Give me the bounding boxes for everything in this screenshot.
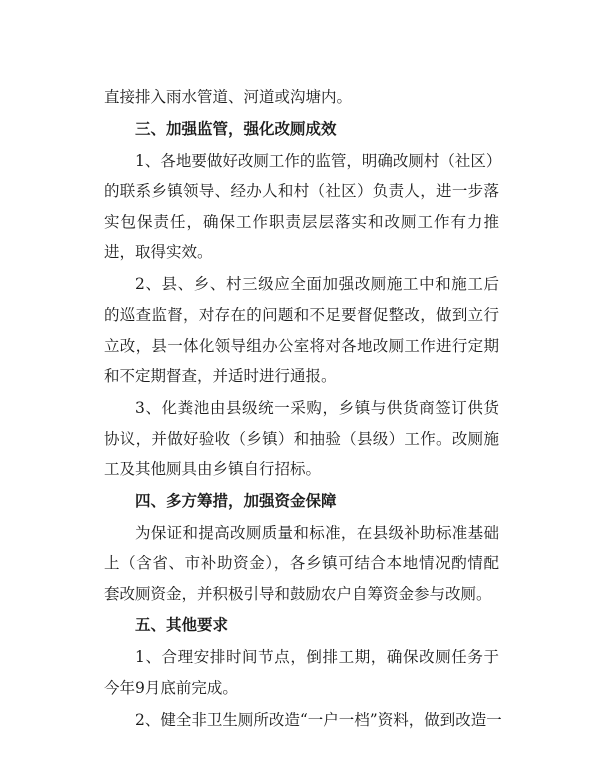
paragraph-line: 套改厕资金，并积极引导和鼓励农户自筹资金参与改厕。 (104, 585, 492, 603)
paragraph-line: 2、健全非卫生厕所改造“一户一档”资料，做到改造一 (135, 711, 502, 729)
paragraph-line: 的巡查监督，对存在的问题和不足要督促整改，做到立行 (104, 306, 499, 324)
paragraph-line: 工及其他厕具由乡镇自行招标。 (104, 460, 322, 478)
paragraph-line: 的联系乡镇领导、经办人和村（社区）负责人，进一步落 (104, 182, 499, 200)
paragraph-line: 1、合理安排时间节点，倒排工期，确保改厕任务于 (135, 648, 499, 666)
section-heading-5: 五、其他要求 (135, 615, 229, 634)
paragraph-line: 1、各地要做好改厕工作的监管，明确改厕村（社区） (135, 152, 502, 170)
paragraph-line: 为保证和提高改厕质量和标准，在县级补助标准基础 (135, 524, 499, 542)
paragraph-line: 协议，并做好验收（乡镇）和抽验（县级）工作。改厕施 (104, 430, 499, 448)
paragraph-line: 和不定期督查，并适时进行通报。 (104, 367, 337, 385)
paragraph-line: 实包保责任，确保工作职责层层落实和改厕工作有力推 (104, 213, 499, 231)
paragraph-line: 上（含省、市补助资金），各乡镇可结合本地情况酌情配 (104, 554, 499, 572)
paragraph-line: 今年9月底前完成。 (104, 679, 238, 697)
section-heading-4: 四、多方筹措，加强资金保障 (135, 491, 337, 510)
paragraph-line: 立改，县一体化领导组办公室将对各地改厕工作进行定期 (104, 337, 499, 355)
paragraph-line: 3、化粪池由县级统一采购，乡镇与供货商签订供货 (135, 399, 499, 417)
paragraph-line: 进，取得实效。 (104, 243, 213, 261)
section-heading-3: 三、加强监管，强化改厕成效 (135, 119, 337, 138)
paragraph-line: 2、县、乡、村三级应全面加强改厕施工中和施工后 (135, 275, 499, 293)
paragraph-line: 直接排入雨水管道、河道或沟塘内。 (104, 88, 353, 106)
